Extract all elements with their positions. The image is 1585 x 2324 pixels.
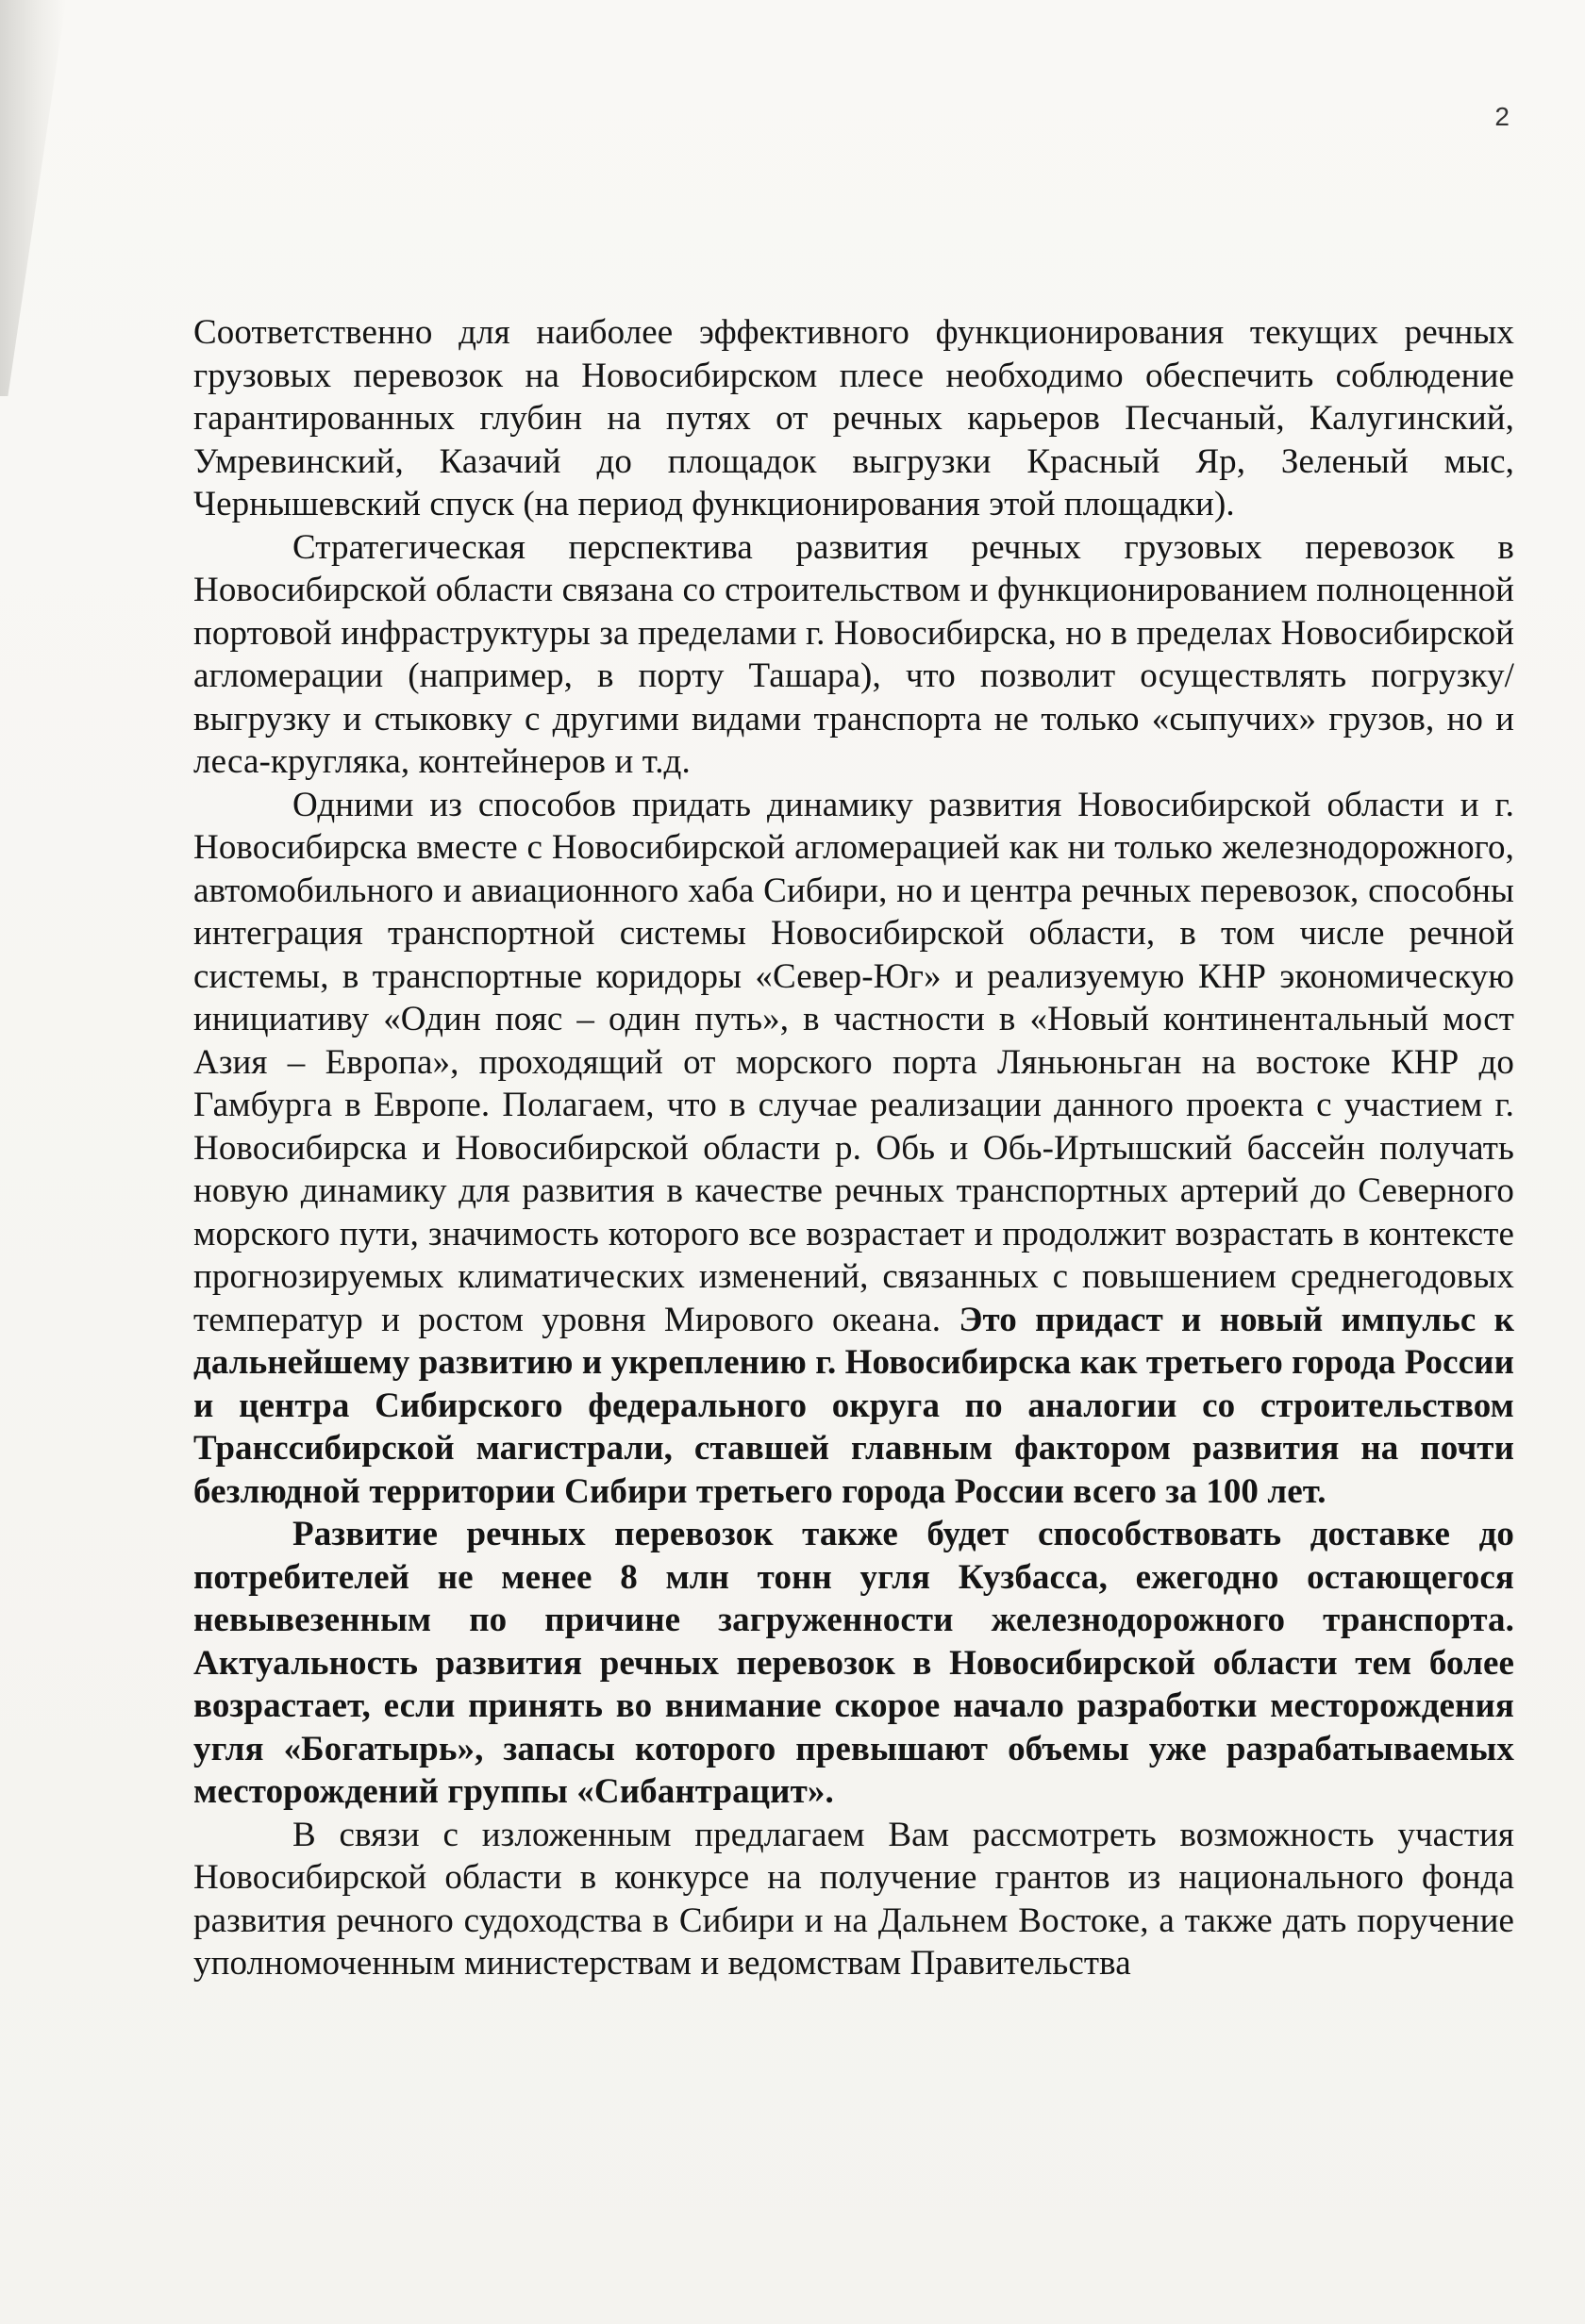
paragraph-3-regular-text: Одними из способов придать динамику развития Новосибирской области и г. Новосибирска вместе с Новосибирской агломерацией как ни только железнодорожного, автомобильного и авиационного хаба Сибири, но и центра речных перевозок, способны интеграция транспортной системы Новосибирской области, в том числе речной системы, в транспортные коридоры «Север-Юг» и реализуемую КНР экономическую инициативу «Один пояс – один путь», в частности в «Новый континентальный мост Азия – Европа», проходящий от морского порта Ляньюньган на востоке КНР до Гамбурга в Европе. Полагаем, что в случае реализации данного проекта с участием г. Новосибирска и Новосибирской области р. Обь и Обь-Иртышский бассейн получать новую динамику для развития в качестве речных транспортных артерий до Северного морского пути, значимость которого все возрастает и продолжит возрастать в контексте прогнозируемых климатических изменений, связанных с повышением среднегодовых температур и ростом уровня Мирового океана. bbox=[193, 785, 1514, 1339]
paragraph-3-bold-text: Это придаст и новый импульс к дальнейшему развитию и укреплению г. Новосибирска как третьего города России и центра Сибирского федерального округа по аналогии со строительством Транссибирской магистрали, ставшей главным фактором развития на почти безлюдной территории Сибири третьего города России всего за 100 лет. bbox=[193, 1300, 1514, 1511]
page-number: 2 bbox=[1494, 102, 1510, 131]
page-fold-shadow bbox=[0, 0, 66, 396]
paragraph-1: Соответственно для наиболее эффективного функционирования текущих речных грузовых перевозок на Новосибирском плесе необходимо обеспечить соблюдение гарантированных глубин на путях от речных карьеров Песчаный, Калугинский, Умревинский, Казачий до площадок выгрузки Красный Яр, Зеленый мыс, Чернышевский спуск (на период функционирования этой площадки). bbox=[193, 313, 1514, 523]
paragraph-3 bbox=[193, 784, 1514, 1514]
paragraph-5: В связи с изложенным предлагаем Вам рассмотреть возможность участия Новосибирской области в конкурсе на получение грантов из национального фонда развития речного судоходства в Сибири и на Дальнем Востоке, а также дать поручение уполномоченным министерствам и ведомствам Правительства bbox=[193, 1815, 1514, 1983]
document-body bbox=[193, 311, 1514, 1985]
paragraph-4: Развитие речных перевозок также будет способствовать доставке до потребителей не менее 8 млн тонн угля Кузбасса, ежегодно остающегося невывезенным по причине загруженности железнодорожного транспорта. Актуальность развития речных перевозок в Новосибирской области тем более возрастает, если принять во внимание скорое начало разработки месторождения угля «Богатырь», запасы которого превышают объемы уже разрабатываемых месторождений группы «Сибантрацит». bbox=[193, 1515, 1514, 1811]
paragraph-2: Стратегическая перспектива развития речных грузовых перевозок в Новосибирской области связана со строительством и функционированием полноценной портовой инфраструктуры за пределами г. Новосибирска, но в пределах Новосибирской агломерации (например, в порту Ташара), что позволит осуществлять погрузку/выгрузку и стыковку с другими видами транспорта не только «сыпучих» грузов, но и леса-кругляка, контейнеров и т.д. bbox=[193, 527, 1514, 781]
